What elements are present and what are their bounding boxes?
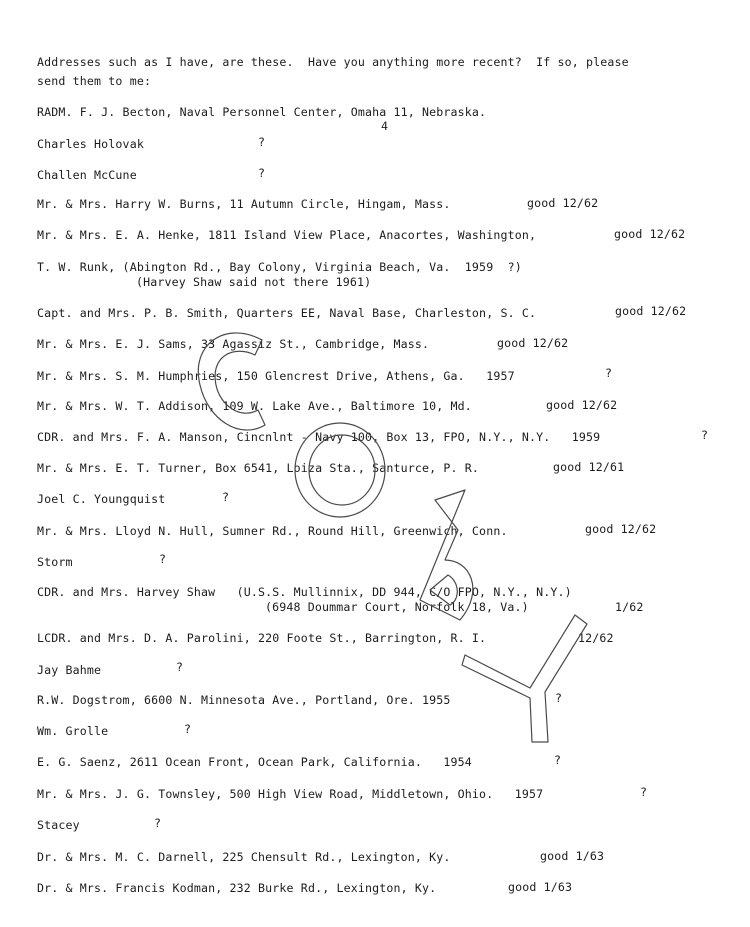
entry-13: Mr. & Mrs. Lloyd N. Hull, Sumner Rd., Round Hill, Greenwich, Conn. xyxy=(37,524,508,538)
entry-6: Capt. and Mrs. P. B. Smith, Quarters EE, Naval Base, Charleston, S. C. xyxy=(37,306,537,320)
entry-10: CDR. and Mrs. F. A. Manson, Cincnlnt - Navy 100, Box 13, FPO, N.Y., N.Y. 1959 xyxy=(37,430,601,444)
entry-22: Stacey xyxy=(37,818,80,832)
entry-9-status: good 12/62 xyxy=(546,398,618,412)
entry-1: Charles Holovak xyxy=(37,137,144,151)
entry-18-status: ? xyxy=(555,691,563,705)
entry-21-status: ? xyxy=(640,785,648,799)
entry-16: LCDR. and Mrs. D. A. Parolini, 220 Foote St., Barrington, R. I. xyxy=(37,631,487,645)
entry-0-mark: 4 xyxy=(381,119,389,133)
entry-0: RADM. F. J. Becton, Naval Personnel Center, Omaha 11, Nebraska. xyxy=(37,105,487,119)
entry-3-status: good 12/62 xyxy=(527,196,599,210)
intro-line-1: Addresses such as I have, are these. Have you anything more recent? If so, please xyxy=(37,55,629,69)
entry-15-status: 1/62 xyxy=(615,600,644,614)
entry-24-status: good 1/63 xyxy=(508,880,573,894)
entry-23-status: good 1/63 xyxy=(540,849,605,863)
entry-12-status: ? xyxy=(222,490,230,504)
entry-5: T. W. Runk, (Abington Rd., Bay Colony, Virginia Beach, Va. 1959 ?) xyxy=(37,260,522,274)
entry-5-line2: (Harvey Shaw said not there 1961) xyxy=(136,275,372,289)
entry-1-status: ? xyxy=(258,135,266,149)
entry-24: Dr. & Mrs. Francis Kodman, 232 Burke Rd., Lexington, Ky. xyxy=(37,881,437,895)
entry-4: Mr. & Mrs. E. A. Henke, 1811 Island View Place, Anacortes, Washington, xyxy=(37,228,537,242)
entry-20: E. G. Saenz, 2611 Ocean Front, Ocean Park, California. 1954 xyxy=(37,755,472,769)
entry-21: Mr. & Mrs. J. G. Townsley, 500 High View Road, Middletown, Ohio. 1957 xyxy=(37,787,544,801)
intro-line-2: send them to me: xyxy=(37,74,152,88)
entry-6-status: good 12/62 xyxy=(615,304,687,318)
entry-2: Challen McCune xyxy=(37,168,137,182)
entry-12: Joel C. Youngquist xyxy=(37,492,166,506)
entry-13-status: good 12/62 xyxy=(585,522,657,536)
entry-7: Mr. & Mrs. E. J. Sams, 33 Agassiz St., Cambridge, Mass. xyxy=(37,337,430,351)
entry-11-status: good 12/61 xyxy=(553,460,625,474)
entry-11: Mr. & Mrs. E. T. Turner, Box 6541, Loiza Sta., Santurce, P. R. xyxy=(37,461,480,475)
entry-14-status: ? xyxy=(159,552,167,566)
entry-22-status: ? xyxy=(154,816,162,830)
entry-10-status: ? xyxy=(701,428,709,442)
entry-19-status: ? xyxy=(184,722,192,736)
entry-15: CDR. and Mrs. Harvey Shaw (U.S.S. Mullinnix, DD 944, C/O FPO, N.Y., N.Y.) xyxy=(37,585,572,599)
entry-9: Mr. & Mrs. W. T. Addison, 109 W. Lake Ave., Baltimore 10, Md. xyxy=(37,399,472,413)
entry-4-status: good 12/62 xyxy=(614,227,686,241)
entry-20-status: ? xyxy=(554,753,562,767)
entry-18: R.W. Dogstrom, 6600 N. Minnesota Ave., Portland, Ore. 1955 xyxy=(37,693,451,707)
entry-17: Jay Bahme xyxy=(37,663,102,677)
entry-8: Mr. & Mrs. S. M. Humphries, 150 Glencrest Drive, Athens, Ga. 1957 xyxy=(37,369,515,383)
entry-15-line2: (6948 Doummar Court, Norfolk 18, Va.) xyxy=(265,600,529,614)
entry-17-status: ? xyxy=(176,660,184,674)
entry-23: Dr. & Mrs. M. C. Darnell, 225 Chensult Rd., Lexington, Ky. xyxy=(37,850,451,864)
entry-7-status: good 12/62 xyxy=(497,336,569,350)
entry-16-status: 12/62 xyxy=(578,631,614,645)
entry-8-status: ? xyxy=(605,366,613,380)
entry-3: Mr. & Mrs. Harry W. Burns, 11 Autumn Circle, Hingam, Mass. xyxy=(37,197,451,211)
entry-2-status: ? xyxy=(258,166,266,180)
entry-19: Wm. Grolle xyxy=(37,724,109,738)
entry-14: Storm xyxy=(37,555,73,569)
